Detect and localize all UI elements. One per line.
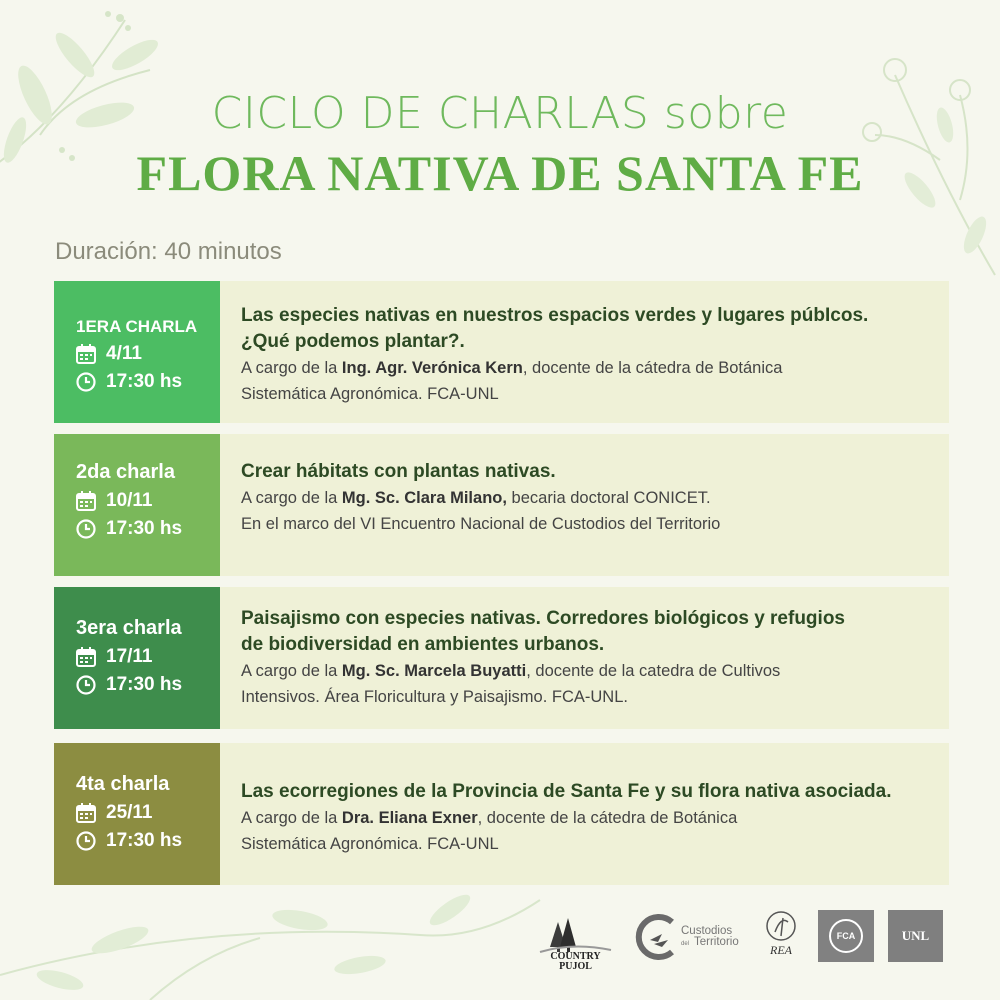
talk-1-speaker: Ing. Agr. Verónica Kern xyxy=(341,359,523,377)
talk-1-date-panel xyxy=(54,281,220,423)
talk-1-title-line-2: ¿Qué podemos plantar?. xyxy=(241,331,465,352)
talk-1-time: 17:30 hs xyxy=(106,371,183,392)
title-line-1: CICLO DE CHARLAS sobre xyxy=(211,88,789,139)
calendar-icon xyxy=(76,491,96,511)
talk-3-details xyxy=(220,587,949,729)
talk-4-time: 17:30 hs xyxy=(106,830,183,851)
talk-2-title-line-1: Crear hábitats con plantas nativas. xyxy=(241,461,556,482)
clock-icon xyxy=(76,519,96,539)
logo-custodios-del: del xyxy=(681,941,690,947)
bird-icon xyxy=(632,912,680,962)
talk-3-time: 17:30 hs xyxy=(106,674,183,695)
talk-card-2 xyxy=(54,434,949,576)
logo-unl-text: UNL xyxy=(901,928,930,943)
talk-4-label: 4ta charla xyxy=(76,773,170,795)
clock-icon xyxy=(76,372,96,392)
logo-fca xyxy=(818,910,874,962)
talk-4-speaker: Dra. Eliana Exner xyxy=(341,809,478,827)
calendar-icon xyxy=(76,344,96,364)
duration-text: Duración: 40 minutos xyxy=(55,238,282,265)
clock-icon xyxy=(76,831,96,851)
logo-custodios-line-1: Custodios xyxy=(681,925,733,937)
talk-3-title-line-1: Paisajismo con especies nativas. Corredores biológicos y refugios xyxy=(241,608,845,629)
talk-2-date: 10/11 xyxy=(106,490,153,511)
talk-1-details xyxy=(220,281,949,423)
talk-3-date-panel xyxy=(54,587,220,729)
talk-3-speaker: Mg. Sc. Marcela Buyatti xyxy=(341,662,527,680)
talk-4-title-line-1: Las ecorregiones de la Provincia de Santa Fe y su flora nativa asociada. xyxy=(241,781,892,802)
talk-card-4 xyxy=(54,743,949,885)
calendar-icon xyxy=(76,647,96,667)
rea-emblem-icon xyxy=(761,910,801,944)
calendar-icon xyxy=(76,803,96,823)
logo-rea-text: REA xyxy=(770,943,792,957)
talk-3-date: 17/11 xyxy=(106,646,153,667)
talk-card-1 xyxy=(54,281,949,423)
logo-rea xyxy=(761,910,801,960)
clock-icon xyxy=(76,675,96,695)
talk-1-description-line-2: Sistemática Agronómica. FCA-UNL xyxy=(241,385,499,403)
logo-fca-text: FCA xyxy=(829,919,863,953)
logo-country-pujol-text: COUNTRY PUJOL xyxy=(550,951,601,972)
title-line-2: FLORA NATIVA DE SANTA FE xyxy=(136,145,864,201)
logo-custodios-line-2: Territorio xyxy=(694,936,739,948)
talk-3-description-line-1: A cargo de la Mg. Sc. Marcela Buyatti, docente de la catedra de Cultivos xyxy=(241,662,781,680)
talk-2-details xyxy=(220,434,949,576)
talk-1-description-line-1: A cargo de la Ing. Agr. Verónica Kern, docente de la cátedra de Botánica xyxy=(241,359,783,377)
talk-1-date: 4/11 xyxy=(106,343,142,364)
talk-4-description-line-2: Sistemática Agronómica. FCA-UNL xyxy=(241,835,499,853)
logo-custodios-del-territorio xyxy=(632,912,752,964)
talk-2-time: 17:30 hs xyxy=(106,518,183,539)
talk-3-label: 3era charla xyxy=(76,617,182,639)
talk-4-details xyxy=(220,743,949,885)
talk-3-title-line-2: de biodiversidad en ambientes urbanos. xyxy=(241,634,605,655)
talk-2-date-panel xyxy=(54,434,220,576)
talk-2-label: 2da charla xyxy=(76,461,175,483)
talk-1-label: 1ERA CHARLA xyxy=(76,317,198,336)
logo-unl xyxy=(888,910,943,962)
leaf-decoration-bottom-left xyxy=(0,880,560,1000)
talk-card-3 xyxy=(54,587,949,729)
talk-4-description-line-1: A cargo de la Dra. Eliana Exner, docente de la cátedra de Botánica xyxy=(241,809,738,827)
logo-country-pujol xyxy=(538,912,613,970)
talk-2-description-line-1: A cargo de la Mg. Sc. Clara Milano, becaria doctoral CONICET. xyxy=(241,489,711,507)
talk-2-speaker: Mg. Sc. Clara Milano, xyxy=(341,489,507,507)
talk-2-description-line-2: En el marco del VI Encuentro Nacional de Custodios del Territorio xyxy=(241,515,721,533)
talk-3-description-line-2: Intensivos. Área Floricultura y Paisajismo. FCA-UNL. xyxy=(241,688,628,706)
talk-1-title-line-1: Las especies nativas en nuestros espacios verdes y lugares púbIcos. xyxy=(241,305,869,326)
talk-4-date: 25/11 xyxy=(106,802,153,823)
talk-4-date-panel xyxy=(54,743,220,885)
